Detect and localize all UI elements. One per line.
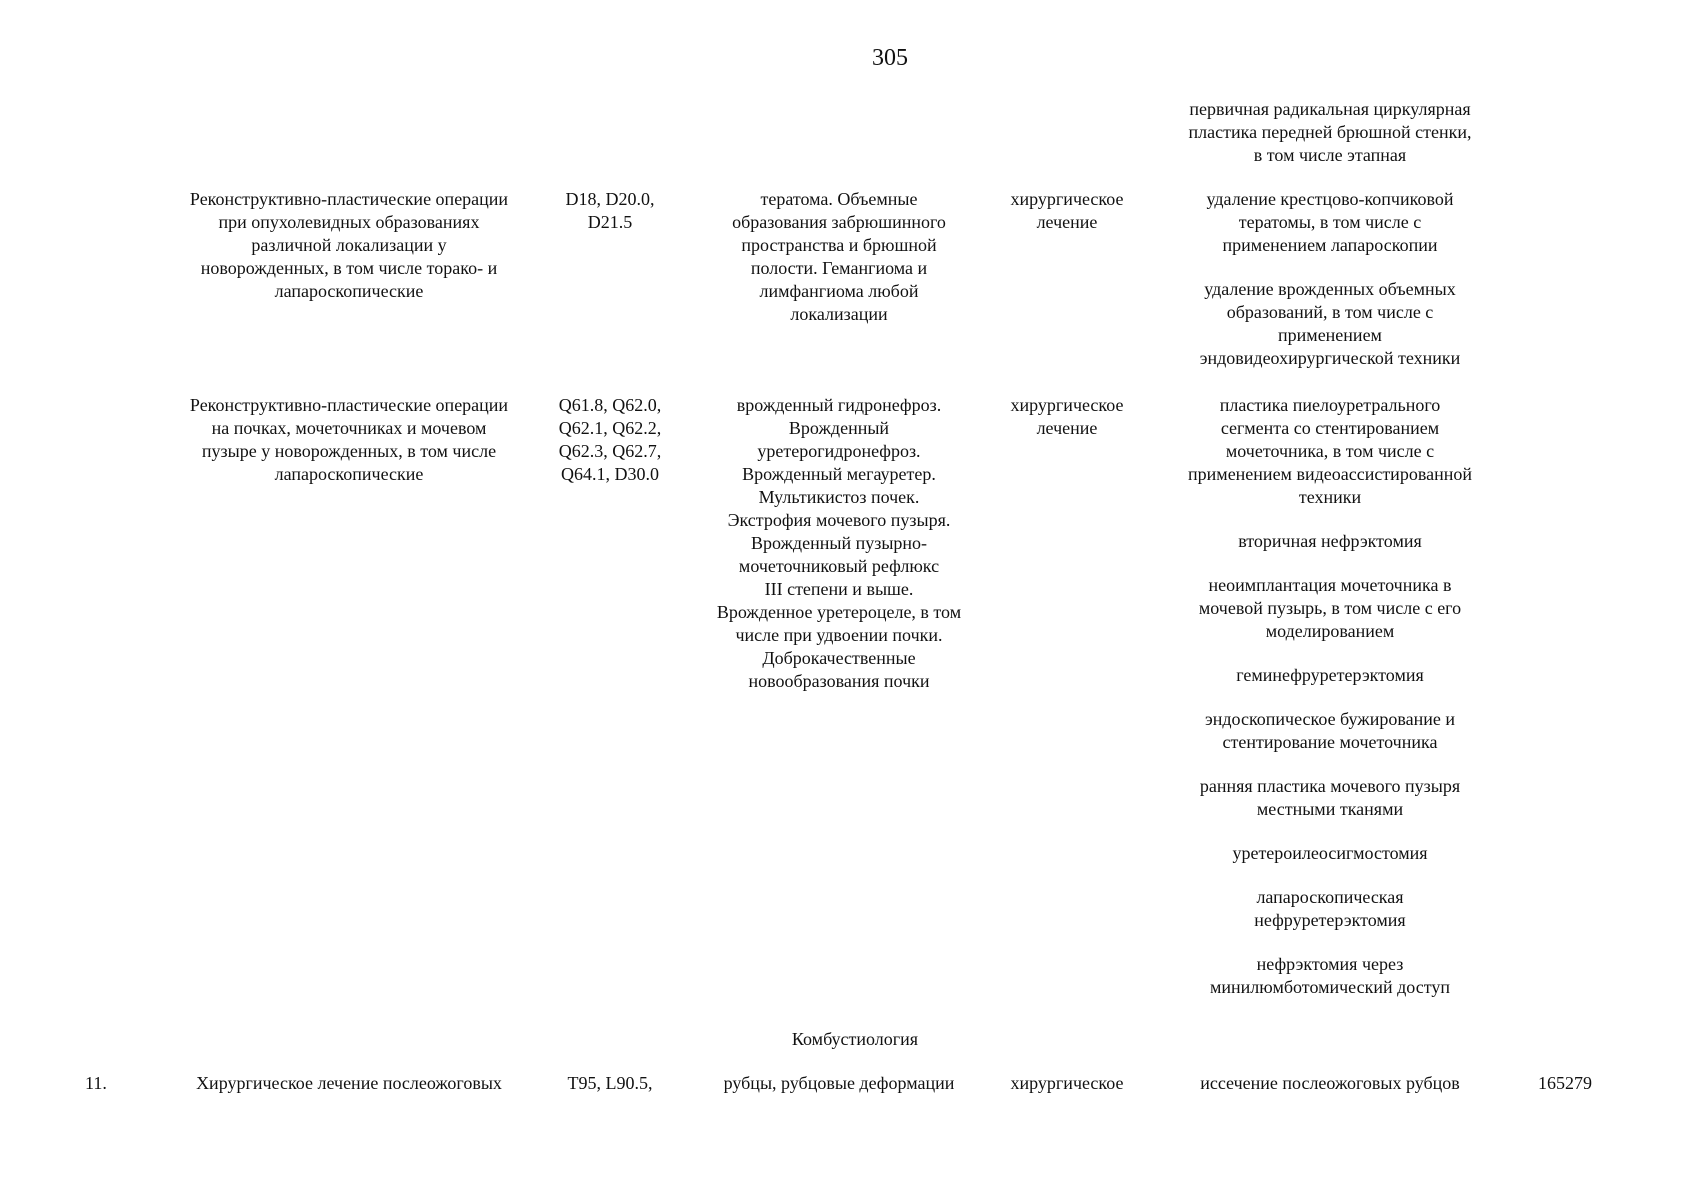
text-line: тератома. Объемные bbox=[760, 189, 918, 209]
method-item bbox=[1160, 886, 1500, 932]
method-line: геминефруретерэктомия bbox=[1236, 665, 1424, 685]
page-number: 305 bbox=[872, 45, 908, 71]
method-line: стентирование мочеточника bbox=[1222, 732, 1438, 752]
text-line: врожденный гидронефроз. bbox=[736, 395, 942, 415]
text-line: Мультикистоз почек. bbox=[758, 487, 920, 507]
method-line: удаление врожденных объемных bbox=[1204, 279, 1456, 299]
method-item bbox=[1160, 278, 1500, 370]
method-line: мочевой пузырь, в том числе с его bbox=[1198, 598, 1462, 618]
section-title: Комбустиология bbox=[791, 1029, 919, 1049]
text-line: новорожденных, в том числе торако- и bbox=[200, 258, 498, 278]
icd-codes bbox=[548, 394, 672, 486]
text-line: Врожденный пузырно- bbox=[750, 533, 928, 553]
icd-codes bbox=[548, 188, 672, 234]
method-line: местными тканями bbox=[1256, 799, 1404, 819]
method-line: эндоскопическое бужирование и bbox=[1204, 709, 1455, 729]
method-line: уретероилеосигмостомия bbox=[1232, 843, 1428, 863]
procedure-name bbox=[160, 188, 538, 303]
method-line: первичная радикальная циркулярная bbox=[1189, 99, 1471, 119]
text-line: пространства и брюшной bbox=[741, 235, 937, 255]
method-item bbox=[1160, 775, 1500, 821]
text-line: новообразования почки bbox=[748, 671, 930, 691]
method-line: нефрэктомия через bbox=[1256, 954, 1404, 974]
method-line: тератомы, в том числе с bbox=[1238, 212, 1422, 232]
method-item bbox=[1160, 708, 1500, 754]
text-line: Q62.1, Q62.2, bbox=[558, 418, 662, 438]
method-item bbox=[1160, 953, 1500, 999]
method-line: в том числе этапная bbox=[1253, 145, 1407, 165]
method-line: применением видеоассистированной bbox=[1188, 464, 1472, 484]
text-line: мочеточниковый рефлюкс bbox=[738, 556, 940, 576]
text-line: Q62.3, Q62.7, bbox=[558, 441, 662, 461]
treatment-type bbox=[990, 394, 1144, 440]
method-line: сегмента со стентированием bbox=[1220, 418, 1440, 438]
text-line: Врожденное уретероцеле, в том bbox=[716, 602, 962, 622]
text-line: числе при удвоении почки. bbox=[735, 625, 943, 645]
diagnosis: рубцы, рубцовые деформации bbox=[723, 1073, 955, 1093]
method-line: применением лапароскопии bbox=[1222, 235, 1438, 255]
method-line: минилюмботомический доступ bbox=[1210, 977, 1450, 997]
method-line: техники bbox=[1298, 487, 1362, 507]
method-line: пластика передней брюшной стенки, bbox=[1188, 122, 1472, 142]
text-line: Q61.8, Q62.0, bbox=[558, 395, 662, 415]
text-line: Реконструктивно-пластические операции bbox=[189, 189, 509, 209]
text-line: III степени и выше. bbox=[764, 579, 914, 599]
text-line: при опухолевидных образованиях bbox=[218, 212, 480, 232]
treatment-methods bbox=[1160, 394, 1500, 1020]
text-line: пузыре у новорожденных, в том числе bbox=[201, 441, 497, 461]
top-continuation-methods bbox=[1160, 98, 1500, 188]
text-line: Врожденный мегауретер. bbox=[742, 464, 936, 484]
text-line: лечение bbox=[1036, 418, 1098, 438]
method-line: ранняя пластика мочевого пузыря bbox=[1199, 776, 1461, 796]
method-line: лапароскопическая bbox=[1256, 887, 1404, 907]
text-line: Врожденный bbox=[788, 418, 890, 438]
method-line: эндовидеохирургической техники bbox=[1199, 348, 1461, 368]
treatment-methods bbox=[1160, 188, 1500, 391]
method-line: нефруретерэктомия bbox=[1254, 910, 1406, 930]
method-line: образований, в том числе с bbox=[1226, 302, 1434, 322]
row-number: 11. bbox=[85, 1073, 107, 1093]
text-line: хирургическое bbox=[1010, 189, 1124, 209]
method-item bbox=[1160, 98, 1500, 167]
text-line: D21.5 bbox=[587, 212, 633, 232]
text-line: полости. Гемангиома и bbox=[750, 258, 928, 278]
text-line: Q64.1, D30.0 bbox=[561, 464, 659, 484]
method-item bbox=[1160, 394, 1500, 509]
method-line: применением bbox=[1278, 325, 1382, 345]
method-item bbox=[1160, 664, 1500, 687]
text-line: локализации bbox=[790, 304, 888, 324]
text-line: Экстрофия мочевого пузыря. bbox=[727, 510, 951, 530]
text-line: образования забрюшинного bbox=[732, 212, 946, 232]
procedure-name: Хирургическое лечение послеожоговых bbox=[196, 1073, 502, 1093]
text-line: лапароскопические bbox=[274, 281, 424, 301]
method-line: пластика пиелоуретрального bbox=[1219, 395, 1441, 415]
text-line: уретерогидронефроз. bbox=[757, 441, 921, 461]
text-line: лимфангиома любой bbox=[759, 281, 919, 301]
diagnosis bbox=[680, 188, 998, 326]
text-line: различной локализации у bbox=[251, 235, 447, 255]
method-line: мочеточника, в том числе с bbox=[1225, 441, 1435, 461]
text-line: хирургическое bbox=[1010, 395, 1124, 415]
text-line: лечение bbox=[1036, 212, 1098, 232]
method-item bbox=[1160, 842, 1500, 865]
method-line: неоимплантация мочеточника в bbox=[1208, 575, 1452, 595]
diagnosis bbox=[680, 394, 998, 693]
treatment-type: хирургическое bbox=[1010, 1073, 1124, 1093]
method-line: вторичная нефрэктомия bbox=[1238, 531, 1422, 551]
method-line: моделированием bbox=[1265, 621, 1395, 641]
procedure-name bbox=[160, 394, 538, 486]
text-line: D18, D20.0, bbox=[565, 189, 655, 209]
icd-codes: T95, L90.5, bbox=[567, 1073, 653, 1093]
text-line: Доброкачественные bbox=[762, 648, 916, 668]
treatment-method: иссечение послеожоговых рубцов bbox=[1200, 1073, 1460, 1093]
text-line: лапароскопические bbox=[274, 464, 424, 484]
text-line: Реконструктивно-пластические операции bbox=[189, 395, 509, 415]
treatment-type bbox=[990, 188, 1144, 234]
text-line: на почках, мочеточниках и мочевом bbox=[211, 418, 487, 438]
method-item bbox=[1160, 530, 1500, 553]
cost-value: 165279 bbox=[1538, 1073, 1592, 1093]
method-item bbox=[1160, 574, 1500, 643]
method-item bbox=[1160, 188, 1500, 257]
method-line: удаление крестцово-копчиковой bbox=[1206, 189, 1454, 209]
